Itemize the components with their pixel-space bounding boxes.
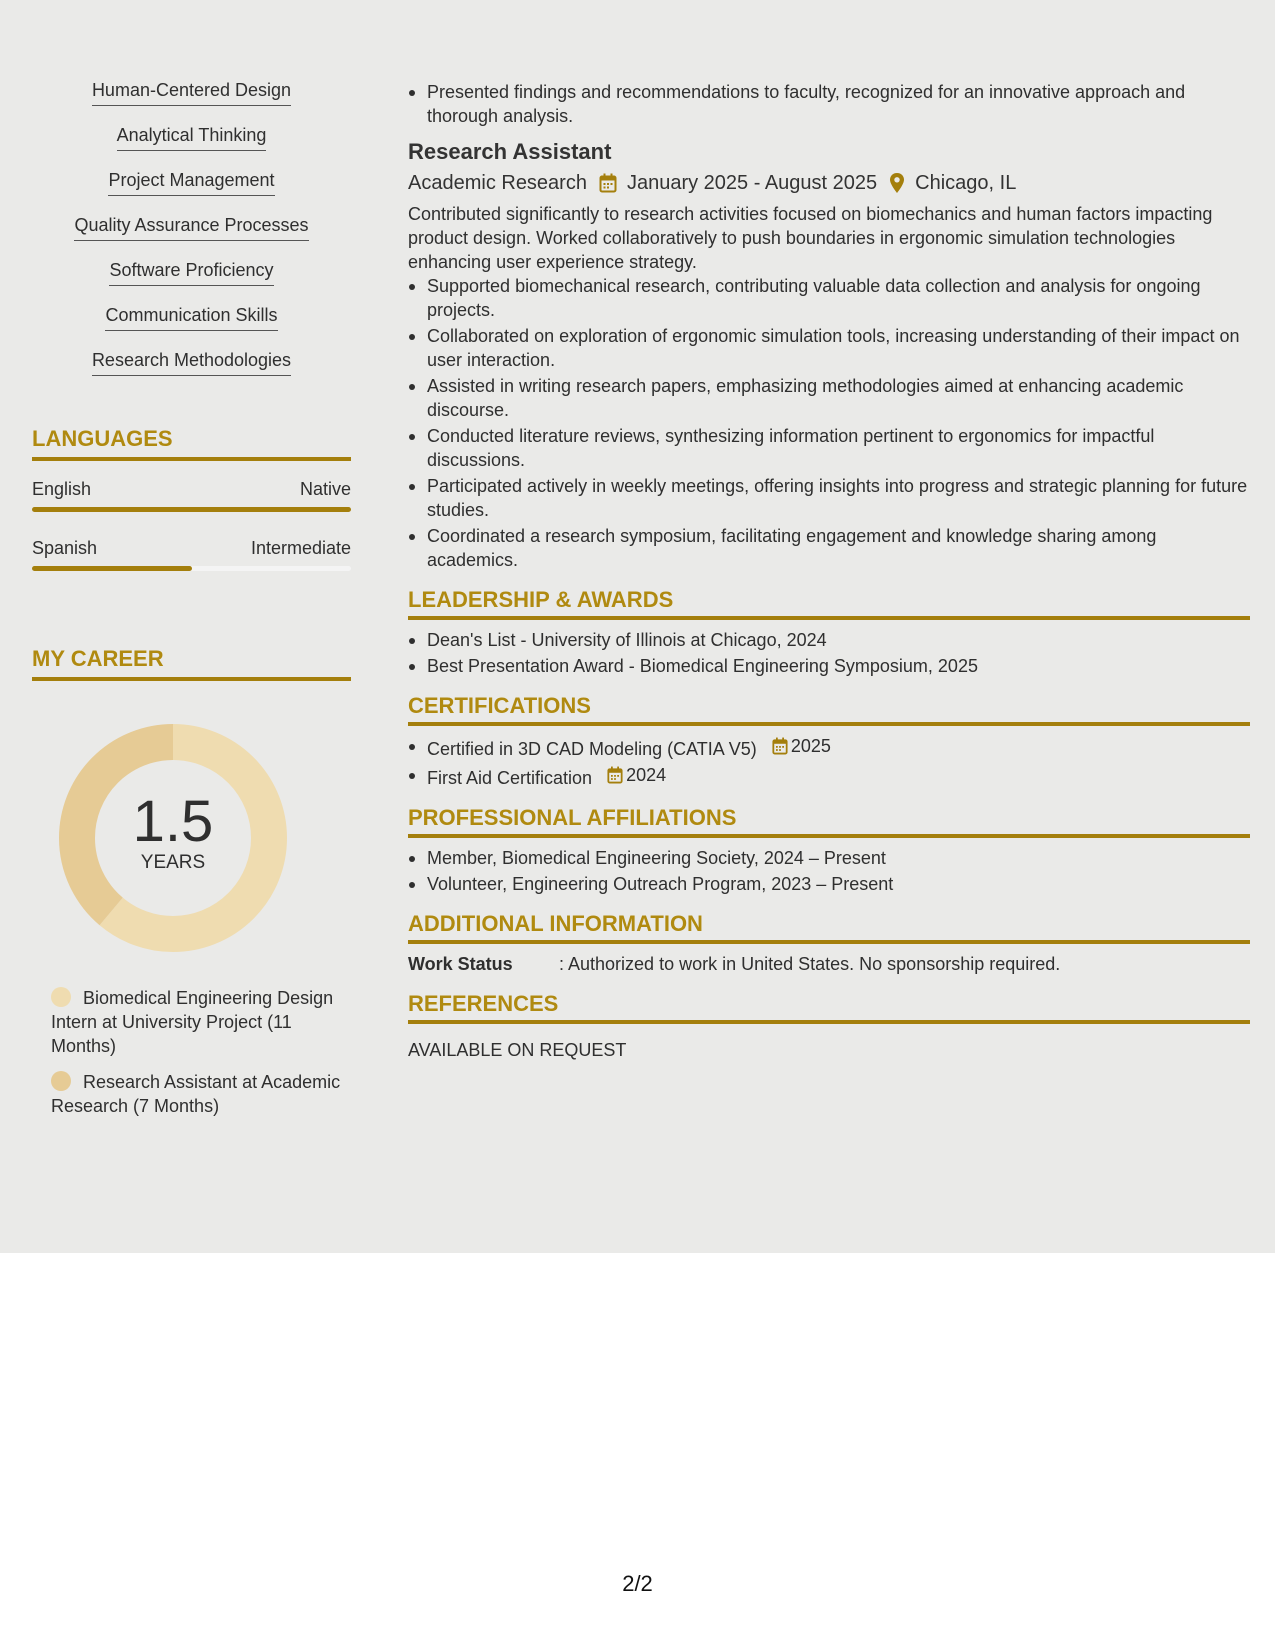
career-legend-item: [51, 986, 341, 1058]
calendar-icon: [607, 766, 623, 784]
skill-label: Software Proficiency: [109, 258, 273, 286]
bullet-item: Participated actively in weekly meetings, offering insights into progress and strategic planning for future studies.: [408, 474, 1250, 522]
bullet-item: Presented findings and recommendations to faculty, recognized for an innovative approach and thorough analysis.: [408, 80, 1250, 128]
bullet-item: Coordinated a research symposium, facilitating engagement and knowledge sharing among academics.: [408, 524, 1250, 572]
bullet-item: Best Presentation Award - Biomedical Engineering Symposium, 2025: [408, 654, 1250, 678]
skill-item: [32, 348, 351, 393]
career-total-unit: YEARS: [140, 852, 206, 873]
language-item: [32, 536, 351, 571]
skill-label: Communication Skills: [105, 303, 277, 331]
career-legend-label: Research Assistant at Academic Research (7 Months): [51, 1072, 341, 1116]
languages-section: [32, 425, 351, 571]
legend-dot-icon: [51, 1071, 71, 1091]
language-name: Spanish: [32, 538, 98, 558]
language-name: English: [32, 479, 92, 499]
right-column: [408, 80, 1250, 1062]
language-proficiency-fill: [32, 566, 192, 571]
references-text: AVAILABLE ON REQUEST: [408, 1040, 627, 1060]
legend-dot-icon: [51, 987, 71, 1007]
affiliations-list: [408, 846, 1250, 896]
work-status-row: [408, 952, 1250, 976]
leadership-list: [408, 628, 1250, 678]
leadership-heading: LEADERSHIP & AWARDS: [408, 586, 1250, 620]
career-legend-item: [51, 1070, 341, 1118]
skill-item: [32, 303, 351, 348]
bullet-item: Dean's List - University of Illinois at Chicago, 2024: [408, 628, 1250, 652]
work-status-label: Work Status: [408, 954, 513, 974]
bullet-item: Member, Biomedical Engineering Society, 2024 – Present: [408, 846, 1250, 870]
languages-heading: LANGUAGES: [32, 425, 351, 461]
location-pin-icon: [889, 172, 905, 194]
skill-item: [32, 213, 351, 258]
language-item: [32, 477, 351, 512]
career-total-years: 1.5: [132, 789, 214, 854]
skill-label: Analytical Thinking: [117, 123, 267, 151]
left-column: [32, 78, 351, 1130]
skill-label: Research Methodologies: [92, 348, 291, 376]
job-location: Chicago, IL: [915, 172, 1017, 194]
certification-item: [408, 734, 1250, 761]
affiliations-heading: PROFESSIONAL AFFILIATIONS: [408, 804, 1250, 838]
skill-label: Human-Centered Design: [92, 78, 291, 106]
certification-year: 2025: [790, 736, 831, 756]
certification-name: Certified in 3D CAD Modeling (CATIA V5): [427, 739, 757, 759]
job-title: Research Assistant: [408, 139, 612, 164]
language-level: Intermediate: [250, 538, 351, 558]
previous-job-bullets: [408, 80, 1250, 128]
bullet-item: Collaborated on exploration of ergonomic simulation tools, increasing understanding of their impact on user interaction.: [408, 324, 1250, 372]
job-company: Academic Research: [408, 172, 587, 194]
career-section: [32, 645, 351, 1118]
references-heading: REFERENCES: [408, 990, 1250, 1024]
skill-item: [32, 168, 351, 213]
job-description: Contributed significantly to research activities focused on biomechanics and human factors impacting product design. Worked collaboratively to push boundaries in ergonomic simulation technologies enhancing user experience strategy.: [408, 204, 1213, 272]
language-level: Native: [299, 479, 351, 499]
certification-year: 2024: [626, 765, 667, 785]
skill-item: [32, 258, 351, 303]
skills-list: [32, 78, 351, 393]
certification-name: First Aid Certification: [427, 768, 593, 788]
career-donut-chart: [58, 723, 288, 953]
job-bullets: [408, 274, 1250, 572]
bullet-item: Volunteer, Engineering Outreach Program, 2023 – Present: [408, 872, 1250, 896]
career-heading: MY CAREER: [32, 645, 351, 681]
calendar-icon: [772, 737, 788, 755]
language-proficiency-bar: [32, 507, 351, 512]
bullet-item: Assisted in writing research papers, emphasizing methodologies aimed at enhancing academic discourse.: [408, 374, 1250, 422]
certifications-heading: CERTIFICATIONS: [408, 692, 1250, 726]
certifications-list: [408, 734, 1250, 790]
page-number: 2/2: [622, 1571, 653, 1596]
job-meta: [408, 169, 1250, 197]
language-proficiency-fill: [32, 507, 351, 512]
skill-item: [32, 123, 351, 168]
skill-label: Quality Assurance Processes: [74, 213, 308, 241]
additional-info-heading: ADDITIONAL INFORMATION: [408, 910, 1250, 944]
certification-item: [408, 763, 1250, 790]
calendar-icon: [599, 173, 617, 193]
skill-item: [32, 78, 351, 123]
language-proficiency-bar: [32, 566, 351, 571]
bullet-item: Conducted literature reviews, synthesizing information pertinent to ergonomics for impactful discussions.: [408, 424, 1250, 472]
work-status-value: : Authorized to work in United States. No sponsorship required.: [559, 954, 1061, 974]
career-legend-label: Biomedical Engineering Design Intern at University Project (11 Months): [51, 988, 334, 1056]
bullet-item: Supported biomechanical research, contributing valuable data collection and analysis for ongoing projects.: [408, 274, 1250, 322]
skill-label: Project Management: [108, 168, 274, 196]
job-dates: January 2025 - August 2025: [626, 172, 878, 194]
career-legend: [51, 986, 341, 1118]
